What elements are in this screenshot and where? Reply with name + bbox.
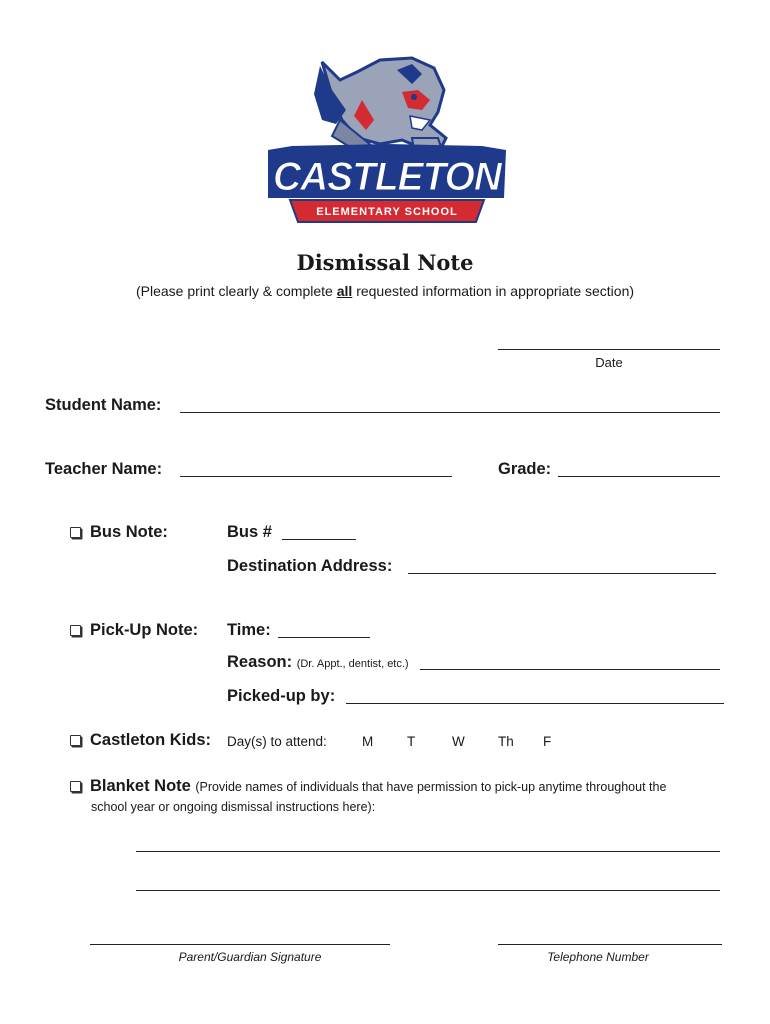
- signature-field[interactable]: [90, 944, 390, 945]
- blanket-note-description: (Provide names of individuals that have permission to pick-up anytime throughout the: [195, 780, 667, 794]
- time-label: Time:: [227, 621, 271, 639]
- pickup-note-option[interactable]: Pick-Up Note:: [70, 621, 198, 640]
- logo-subtitle: ELEMENTARY SCHOOL: [316, 206, 458, 218]
- date-field[interactable]: [498, 349, 720, 350]
- picked-up-by-label: Picked-up by:: [227, 687, 336, 705]
- days-to-attend-label: Day(s) to attend:: [227, 734, 327, 749]
- bus-note-checkbox-icon[interactable]: [70, 527, 81, 538]
- blanket-note-field-2[interactable]: [136, 890, 720, 891]
- blanket-note-checkbox-icon[interactable]: [70, 781, 81, 792]
- day-option-w[interactable]: W: [452, 734, 465, 749]
- castleton-kids-checkbox-icon[interactable]: [70, 735, 81, 746]
- blanket-note-field-1[interactable]: [136, 851, 720, 852]
- grade-field[interactable]: [558, 476, 720, 477]
- day-option-f[interactable]: F: [543, 734, 552, 749]
- date-label: Date: [595, 355, 623, 370]
- day-option-th[interactable]: Th: [498, 734, 514, 749]
- student-name-label: Student Name:: [45, 396, 162, 414]
- signature-label: Parent/Guardian Signature: [178, 950, 322, 964]
- reason-label: Reason: (Dr. Appt., dentist, etc.): [227, 653, 409, 671]
- castleton-kids-option[interactable]: Castleton Kids:: [70, 731, 211, 750]
- day-option-m[interactable]: M: [362, 734, 374, 749]
- page-title: Dismissal Note: [296, 250, 474, 275]
- teacher-name-field[interactable]: [180, 476, 452, 477]
- bus-note-option[interactable]: Bus Note:: [70, 523, 168, 542]
- pickup-note-checkbox-icon[interactable]: [70, 625, 81, 636]
- castleton-logo: [262, 50, 512, 225]
- reason-hint: (Dr. Appt., dentist, etc.): [296, 658, 409, 670]
- student-name-field[interactable]: [180, 412, 720, 413]
- bus-number-field[interactable]: [282, 539, 356, 540]
- logo-wordmark: CASTLETON: [273, 155, 504, 199]
- cougar-mascot-icon: [314, 58, 446, 152]
- destination-label: Destination Address:: [227, 557, 393, 575]
- day-option-t[interactable]: T: [407, 734, 416, 749]
- bus-number-label: Bus #: [227, 523, 272, 541]
- time-field[interactable]: [278, 637, 370, 638]
- teacher-name-label: Teacher Name:: [45, 460, 163, 478]
- telephone-label: Telephone Number: [547, 950, 649, 964]
- grade-label: Grade:: [498, 460, 552, 478]
- destination-field[interactable]: [408, 573, 716, 574]
- reason-field[interactable]: [420, 669, 720, 670]
- picked-up-by-field[interactable]: [346, 703, 724, 704]
- instructions: (Please print clearly & complete all requested information in appropriate section): [135, 283, 635, 299]
- blanket-note-option[interactable]: Blanket Note (Provide names of individuals that have permission to pick-up anytime throughout the: [70, 777, 730, 796]
- telephone-field[interactable]: [498, 944, 722, 945]
- blanket-note-description-cont: school year or ongoing dismissal instructions here):: [91, 800, 376, 814]
